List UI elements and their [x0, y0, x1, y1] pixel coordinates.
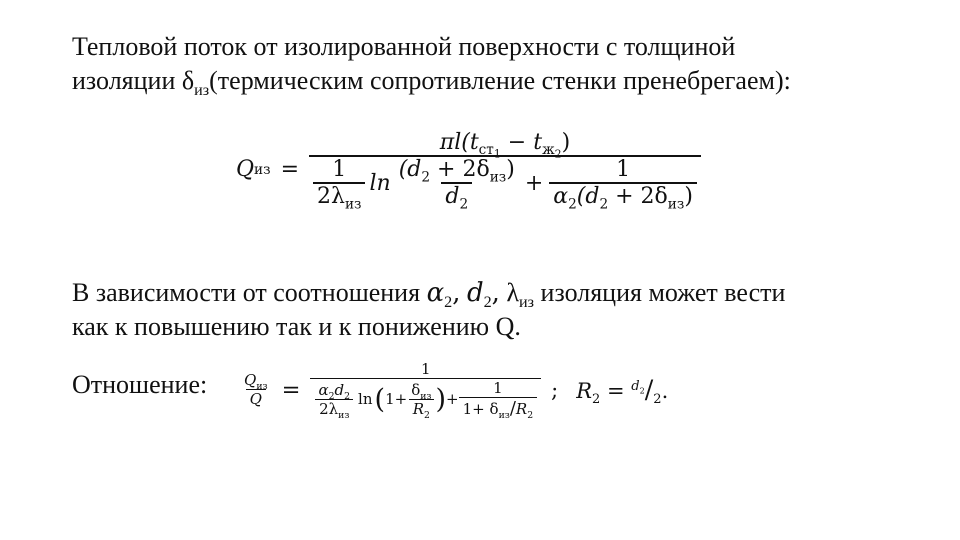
plus-sign: + — [524, 170, 544, 196]
ratio-label: Отношение: — [72, 370, 208, 399]
right-paren: ) — [435, 383, 447, 415]
log-argument: $\frac{(d_2 + 2\delta_{из})}{d_2}$ — [398, 157, 515, 213]
ratio-denominator: $\frac{\alpha_2d_2}{2\lambda_{из}}$ ln ( 1+ $\frac{\delta_{из}}{R_2}$ ) + $\frac{1}{1+ \delta_{из}/R_2}$ — [310, 378, 541, 419]
main-numerator: $\pi l(t_{ст_1} - t_{ж_2})$ — [439, 130, 571, 162]
dependence-paragraph: В зависимости от соотношения $\alpha_2$, $d_2$, $\lambda_{из}$ изоляция может вести как к повышению так и к понижению Q. — [72, 278, 786, 341]
dependence-line-2: как к повышению так и к понижению Q. — [72, 312, 521, 341]
ratio-fraction: 1 $\frac{\alpha_2d_2}{2\lambda_{из}}$ ln ( 1+ $\frac{\delta_{из}}{R_2}$ ) + $\frac{1}{1+ \delta_{из}/R_2}$ — [310, 360, 541, 419]
r2-definition: $R_2 = ^{d_2}/_2$. — [576, 375, 669, 408]
ratio-formula — [240, 360, 668, 419]
equals-sign: = — [280, 157, 299, 183]
intro-line-2a: изоляции — [72, 66, 182, 95]
delta-over-r: $\frac{\delta_{из}}{R_2}$ — [407, 381, 435, 418]
q-symbol: Q — [236, 157, 255, 183]
subscript-iz: из — [194, 82, 210, 100]
ratio-convection-term: $\frac{1}{1+ \delta_{из}/R_2}$ — [459, 379, 538, 419]
heat-flow-formula: Q из = $\pi l(t_{ст_1} - t_{ж_2})$ $\frac{1}{2\lambda_{из}}$ ln $\frac{(d_2 + 2\delta_{из})}{d_2}$ + $\frac{1}{\alpha_2(d_2 + 2\delta_{из})}$ — [236, 130, 701, 209]
left-paren: ( — [374, 383, 386, 415]
intro-paragraph — [72, 30, 791, 98]
delta-symbol: δ — [181, 66, 195, 95]
ratio-lhs: $\frac{Q_{из}}{Q}$ — [244, 371, 268, 408]
dependence-line-1a: В зависимости от соотношения — [72, 278, 427, 307]
intro-line-2b: (термическим сопротивление стенки пренебрегаем): — [209, 66, 791, 95]
convection-term: $\frac{1}{\alpha_2(d_2 + 2\delta_{из})}$ — [549, 157, 697, 209]
ln-operator: ln — [369, 170, 391, 196]
ratio-equals: = — [281, 376, 301, 403]
semicolon: ; — [551, 377, 559, 402]
dependence-line-1b: изоляция может вести — [534, 278, 786, 307]
conduction-term: $\frac{1}{2\lambda_{из}}$ — [313, 157, 365, 209]
intro-line-1: Тепловой поток от изолированной поверхности с толщиной — [72, 32, 736, 61]
main-denominator — [309, 155, 701, 213]
ratio-coefficient: $\frac{\alpha_2d_2}{2\lambda_{из}}$ — [314, 381, 354, 418]
main-fraction — [309, 130, 701, 213]
